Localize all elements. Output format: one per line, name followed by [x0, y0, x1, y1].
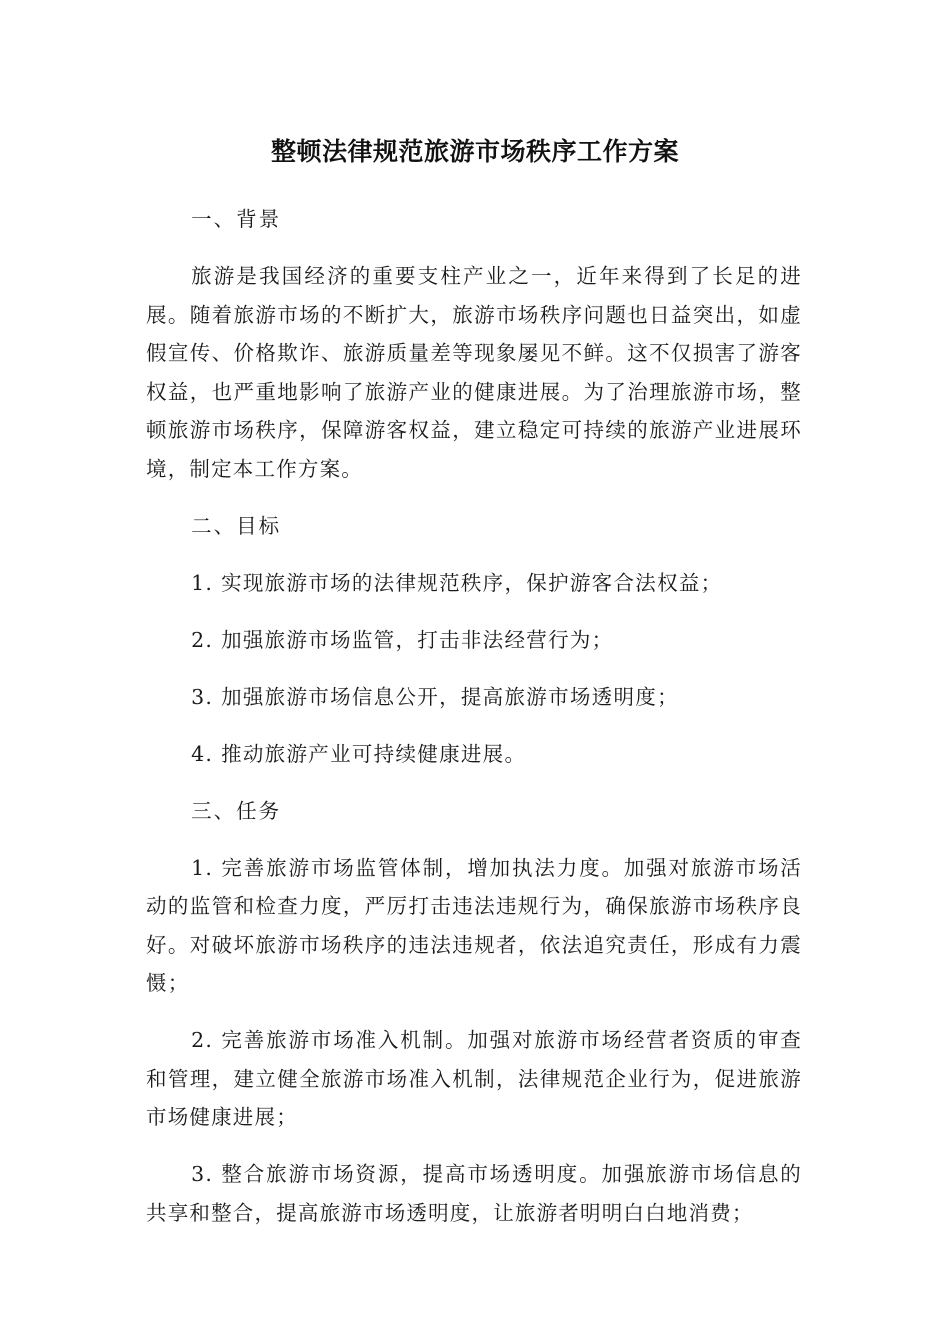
goal-item: 2. 加强旅游市场监管，打击非法经营行为； [191, 627, 614, 652]
background-paragraph: 旅游是我国经济的重要支柱产业之一，近年来得到了长足的进展。随着旅游市场的不断扩大，旅游市场秩序问题也日益突出，如虚假宣传、价格欺诈、旅游质量差等现象屡见不鲜。这不仅损害了游客权益，也严重地影响了旅游产业的健康进展。为了治理旅游市场，整顿旅游市场秩序，保障游客权益，建立稳定可持续的旅游产业进展环境，制定本工作方案。 [146, 264, 802, 481]
task-item: 2. 完善旅游市场准入机制。加强对旅游市场经营者资质的审查和管理，建立健全旅游市场准入机制，法律规范企业行为，促进旅游市场健康进展； [146, 1028, 802, 1129]
goal-item: 3. 加强旅游市场信息公开，提高旅游市场透明度； [191, 684, 679, 709]
task-item: 3. 整合旅游市场资源，提高市场透明度。加强旅游市场信息的共享和整合，提高旅游市场透明度，让旅游者明明白白地消费； [146, 1162, 802, 1225]
goal-item: 1. 实现旅游市场的法律规范秩序，保护游客合法权益； [191, 570, 723, 595]
goal-item: 4. 推动旅游产业可持续健康进展。 [191, 741, 527, 766]
section-heading-tasks: 三、任务 [191, 798, 282, 823]
section-heading-goals: 二、目标 [191, 513, 282, 538]
document-title: 整顿法律规范旅游市场秩序工作方案 [270, 137, 679, 166]
task-item: 1. 完善旅游市场监管体制，增加执法力度。加强对旅游市场活动的监管和检查力度，严厉打击违法违规行为，确保旅游市场秩序良好。对破坏旅游市场秩序的违法违规者，依法追究责任，形成有力震慑； [146, 855, 802, 995]
section-heading-background: 一、背景 [191, 207, 282, 231]
document-body [146, 200, 802, 1251]
